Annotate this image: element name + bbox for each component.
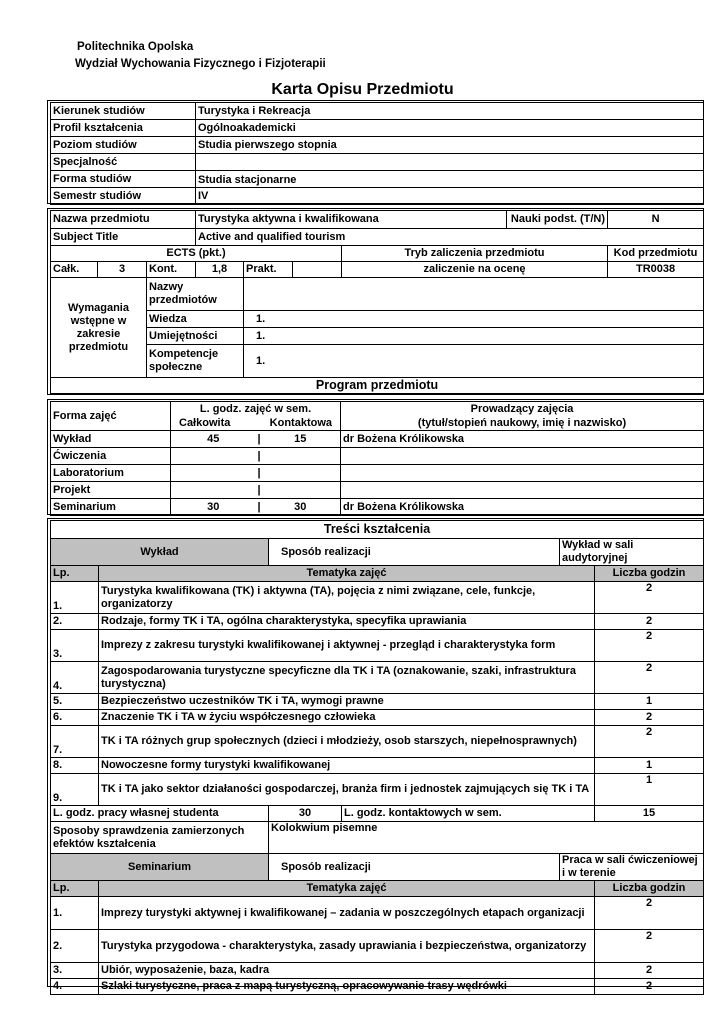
form-row [51,499,704,516]
topic-text: TK i TA różnych grup społecznych (dzieci i młodzieży, osob starszych, niepełnosprawnych) [99,726,595,758]
topic-lp: 2. [51,614,99,630]
info-value: IV [196,188,704,205]
req-social: 1. [244,345,704,378]
req-social-label: Kompetencje społeczne [147,345,244,378]
verification-method: Kolokwium pisemne [269,822,704,854]
form-row [51,431,704,448]
assessment-mode: zaliczenie na ocenę [342,262,608,278]
info-value [196,154,704,171]
teacher-header [341,402,704,431]
topic-lp: 7. [51,726,99,758]
study-info-row [51,171,704,188]
faculty-name: Wydział Wychowania Fizycznego i Fizjoterapii [75,58,326,70]
topic-row [51,758,704,774]
form-total [171,448,256,465]
hours-header [171,402,341,431]
form-contact [261,465,341,482]
study-info-row [51,154,704,171]
info-label: Semestr studiów [51,188,196,205]
form-teacher: dr Bożena Królikowska [341,431,704,448]
topic-row [51,630,704,662]
info-label: Poziom studiów [51,137,196,154]
topic-lp: 3. [51,630,99,662]
contact-label: Kontaktowa [269,417,333,429]
course-code: TR0038 [608,262,704,278]
lp-label: Lp. [51,566,99,582]
teacher-sub: (tytuł/stopień naukowy, imię i nazwisko) [417,417,627,429]
subject-title: Active and qualified tourism [196,229,704,246]
form-separator: | [256,431,261,448]
topic-hours: 1 [595,694,704,710]
topic-row [51,614,704,630]
form-name: Seminarium [51,499,171,516]
form-row [51,482,704,499]
topic-row [51,930,704,963]
req-knowledge-label: Wiedza [147,311,244,328]
topic-text: Turystyka przygodowa - charakterystyka, zasady uprawiania i bezpieczeństwa, organizatorzy [99,930,595,963]
requirements-label: Wymagania wstępne w zakresie przedmiotu [51,278,147,378]
verification-label: Sposoby sprawdzenia zamierzonych efektów kształcenia [51,822,269,854]
course-code-label: Kod przedmiotu [608,246,704,262]
req-subjects-label: Nazwy przedmiotów [147,278,244,311]
form-total [171,482,256,499]
topic-hours: 2 [595,930,704,963]
study-info-row [51,137,704,154]
university-name: Politechnika Opolska [77,41,194,53]
topic-row [51,963,704,979]
form-teacher [341,482,704,499]
topic-hours: 2 [595,582,704,614]
basic-sciences-value: N [608,211,704,229]
topic-lp: 6. [51,710,99,726]
ects-total-label: Całk. [51,262,98,278]
lecture-label: Wykład [51,539,269,566]
teacher-label: Prowadzący zajęcia [470,403,574,415]
topic-text: TK i TA jako sektor działaności gospodarczej, branża firm i jednostek zajmujących się TK i TA [99,774,595,806]
content-table [50,520,704,995]
form-name: Wykład [51,431,171,448]
topic-hours: 2 [595,614,704,630]
hours-label: Liczba godzin [595,566,704,582]
study-info-table [50,102,704,205]
topic-row [51,694,704,710]
info-label: Specjalność [51,154,196,171]
topic-row [51,710,704,726]
topic-row [51,979,704,995]
info-value: Ogólnoakademicki [196,120,704,137]
topic-hours: 2 [595,963,704,979]
topic-lp: 5. [51,694,99,710]
topic-text: Nowoczesne formy turystyki kwalifikowanej [99,758,595,774]
lp-label: Lp. [51,881,99,897]
assessment-mode-label: Tryb zaliczenia przedmiotu [342,246,608,262]
hours-label: L. godz. zajęć w sem. [199,403,312,415]
topic-label: Tematyka zajęć [99,881,595,897]
info-value: Studia stacjonarne [196,171,704,188]
contact-hours: 15 [595,806,704,822]
topic-text: Rodzaje, formy TK i TA, ogólna charakterystyka, specyfika uprawiania [99,614,595,630]
form-separator: | [256,499,261,516]
topic-row [51,897,704,930]
topic-lp: 3. [51,963,99,979]
topic-hours: 2 [595,662,704,694]
req-knowledge: 1. [244,311,704,328]
lecture-method: Wykład w sali audytoryjnej [560,539,704,566]
info-value: Turystyka i Rekreacja [196,103,704,120]
seminar-method-row [51,854,704,881]
topic-text: Bezpieczeństwo uczestników TK i TA, wymogi prawne [99,694,595,710]
form-name: Projekt [51,482,171,499]
topic-text: Ubiór, wyposażenie, baza, kadra [99,963,595,979]
info-label: Profil kształcenia [51,120,196,137]
topic-text: Znaczenie TK i TA w życiu współczesnego człowieka [99,710,595,726]
topic-row [51,774,704,806]
course-name-label: Nazwa przedmiotu [51,211,196,229]
lecture-method-row [51,539,704,566]
form-row [51,448,704,465]
seminar-label: Seminarium [51,854,269,881]
own-work-hours: 30 [269,806,342,822]
topic-row [51,582,704,614]
course-name: Turystyka aktywna i kwalifikowana [196,211,507,229]
ects-total: 3 [98,262,147,278]
form-name: Ćwiczenia [51,448,171,465]
study-info-row [51,120,704,137]
form-separator: | [256,465,261,482]
study-info-row [51,188,704,205]
ects-contact: 1,8 [196,262,244,278]
form-total: 30 [171,499,256,516]
form-row [51,465,704,482]
topic-hours: 2 [595,897,704,930]
ects-practical [293,262,342,278]
form-total: 45 [171,431,256,448]
contact-hours-label: L. godz. kontaktowych w sem. [342,806,595,822]
topic-hours: 2 [595,979,704,995]
topic-lp: 4. [51,662,99,694]
topic-hours: 1 [595,774,704,806]
form-name: Laboratorium [51,465,171,482]
topic-text: Turystyka kwalifikowana (TK) i aktywna (TA), pojęcia z nimi związane, cele, funkcje, organizatorzy [99,582,595,614]
hours-label: Liczba godzin [595,881,704,897]
topic-lp: 1. [51,582,99,614]
study-info-row [51,103,704,120]
topic-lp: 9. [51,774,99,806]
topic-row [51,726,704,758]
topic-hours: 2 [595,710,704,726]
method-label: Sposób realizacji [269,539,560,566]
info-label: Forma studiów [51,171,196,188]
req-subjects [244,278,704,311]
info-value: Studia pierwszego stopnia [196,137,704,154]
program-title: Program przedmiotu [51,378,704,394]
ects-contact-label: Kont. [147,262,196,278]
topic-hours: 2 [595,726,704,758]
topic-text: Imprezy turystyki aktywnej i kwalifikowanej – zadania w poszczególnych etapach organizacji [99,897,595,930]
req-skills: 1. [244,328,704,345]
topic-lp: 8. [51,758,99,774]
topic-lp: 2. [51,930,99,963]
ects-practical-label: Prakt. [244,262,293,278]
form-separator: | [256,448,261,465]
form-contact [261,448,341,465]
document-title: Karta Opisu Przedmiotu [271,81,454,98]
topic-text: Imprezy z zakresu turystyki kwalifikowanej i aktywnej - przegląd i charakterystyka form [99,630,595,662]
topic-lp: 4. [51,979,99,995]
topic-lp: 1. [51,897,99,930]
content-title: Treści kształcenia [51,521,704,539]
basic-sciences-label: Nauki podst. (T/N) [507,211,608,229]
ects-label: ECTS (pkt.) [51,246,342,262]
form-contact [261,482,341,499]
subject-title-label: Subject Title [51,229,196,246]
form-contact: 30 [261,499,341,516]
total-label: Całkowita [179,417,231,429]
form-contact: 15 [261,431,341,448]
course-table [50,210,704,394]
topic-row [51,662,704,694]
topic-hours: 2 [595,630,704,662]
form-separator: | [256,482,261,499]
form-teacher [341,448,704,465]
form-total [171,465,256,482]
topic-hours: 1 [595,758,704,774]
info-label: Kierunek studiów [51,103,196,120]
topic-text: Zagospodarowania turystyczne specyficzne dla TK i TA (oznakowanie, szaki, infrastruktura turystyczna) [99,662,595,694]
topic-text: Szlaki turystyczne, praca z mapą turystyczną, opracowywanie trasy wędrówki [99,979,595,995]
seminar-method: Praca w sali ćwiczeniowej i w terenie [560,854,704,881]
form-teacher [341,465,704,482]
own-work-label: L. godz. pracy własnej studenta [51,806,269,822]
method-label: Sposób realizacji [269,854,560,881]
form-teacher: dr Bożena Królikowska [341,499,704,516]
topic-label: Tematyka zajęć [99,566,595,582]
form-label: Forma zajęć [51,402,171,431]
forms-table [50,401,704,516]
req-skills-label: Umiejętności [147,328,244,345]
